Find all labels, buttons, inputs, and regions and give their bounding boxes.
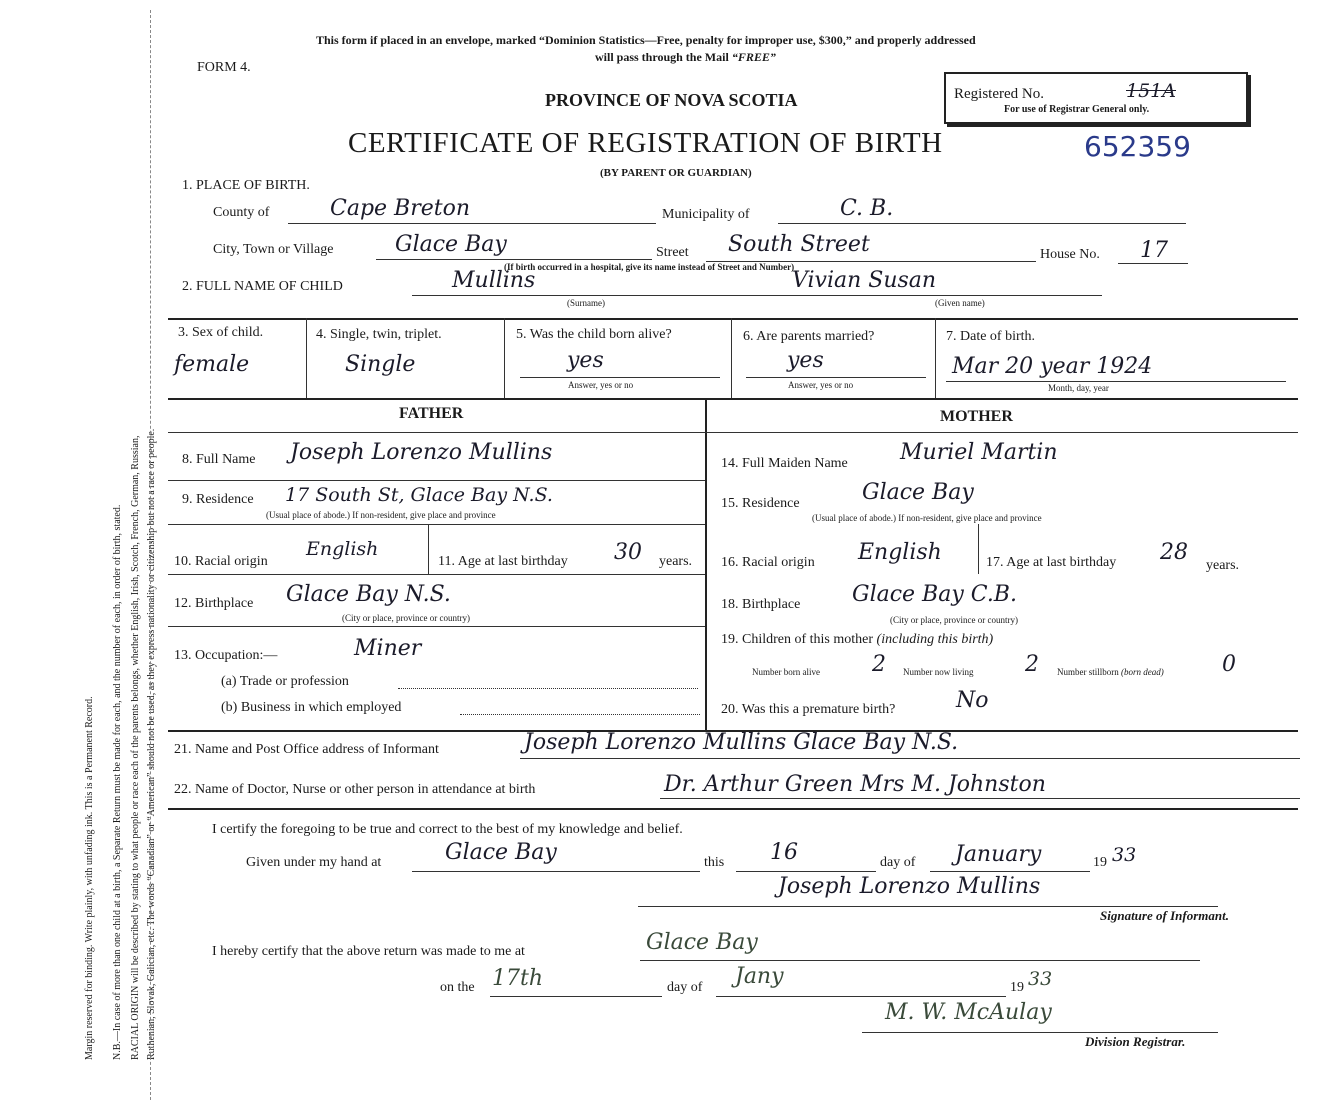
mother-birthplace-caption: (City or place, province or country) xyxy=(890,615,1018,625)
children-label-paren: (including this birth) xyxy=(876,632,994,647)
certificate-number: 652359 xyxy=(1084,130,1191,163)
certify-statement: I certify the foregoing to be true and correct to the best of my knowledge and belief. xyxy=(212,822,683,837)
registrar-on-label: on the xyxy=(440,980,475,995)
province-heading: PROVINCE OF NOVA SCOTIA xyxy=(545,90,798,110)
born-alive-label: Number born alive xyxy=(752,667,820,677)
mail-notice: This form if placed in an envelope, marked “Dominion Statistics—Free, penalty for improper use, $300,” and properly addressed xyxy=(316,33,976,47)
registered-box xyxy=(944,72,1248,124)
mail-notice-2: will pass through the Mail xyxy=(595,50,729,64)
street-label: Street xyxy=(656,245,689,260)
registrar-month: Jany xyxy=(735,964,784,989)
registrar-signature: M. W. McAulay xyxy=(885,1000,1052,1025)
trade-label: (a) Trade or profession xyxy=(221,674,349,689)
registrar-year: 33 xyxy=(1028,968,1053,990)
stillborn-value: 0 xyxy=(1222,652,1236,677)
stillborn-label-paren: (born dead) xyxy=(1121,667,1164,677)
mother-residence-caption: (Usual place of abode.) If non-resident, give place and province xyxy=(812,513,1042,523)
premature-value: No xyxy=(956,688,989,713)
county-value: Cape Breton xyxy=(330,196,471,221)
mail-notice-free: “FREE” xyxy=(731,50,776,64)
father-birthplace-label: 12. Birthplace xyxy=(174,596,254,611)
street-value: South Street xyxy=(728,232,870,257)
married-caption: Answer, yes or no xyxy=(788,380,854,390)
registrar-day: 17th xyxy=(492,966,544,991)
plurality-value: Single xyxy=(345,352,416,377)
mother-race: English xyxy=(858,540,942,565)
father-age: 30 xyxy=(614,540,642,565)
surname-caption: (Surname) xyxy=(567,298,605,308)
sex-value: female xyxy=(174,352,250,377)
mother-age: 28 xyxy=(1160,540,1188,565)
father-years: years. xyxy=(659,554,693,569)
now-living-label: Number now living xyxy=(903,667,974,677)
father-race: English xyxy=(306,538,379,560)
hospital-note: (If birth occurred in a hospital, give its name instead of Street and Number) xyxy=(504,262,795,272)
house-value: 17 xyxy=(1140,238,1168,263)
father-birthplace: Glace Bay N.S. xyxy=(286,582,451,607)
father-residence-caption: (Usual place of abode.) If non-resident, give place and province xyxy=(266,510,496,520)
municipality-label: Municipality of xyxy=(662,207,750,222)
municipality-value: C. B. xyxy=(840,196,894,221)
child-given-name: Vivian Susan xyxy=(792,268,937,293)
county-label: County of xyxy=(213,205,270,220)
registered-note: For use of Registrar General only. xyxy=(1004,104,1150,115)
occupation-label: 13. Occupation:— xyxy=(174,648,278,663)
child-name-label: 2. FULL NAME OF CHILD xyxy=(182,279,343,294)
dob-value: Mar 20 year 1924 xyxy=(952,354,1153,379)
margin-note-4: Ruthenian, Slovak, Galician, etc. The words “Canadian” or “American” should not be used, as they express nationality or citizenship but not a race or people. xyxy=(146,428,157,1060)
cert-day: 16 xyxy=(770,840,798,865)
certificate-title: CERTIFICATE OF REGISTRATION OF BIRTH xyxy=(348,127,943,159)
cert-year: 33 xyxy=(1112,844,1137,866)
cert-day-of-label: day of xyxy=(880,855,916,870)
registrar-place: Glace Bay xyxy=(646,930,758,955)
mother-years: years. xyxy=(1206,558,1240,573)
informant-signature: Joseph Lorenzo Mullins xyxy=(778,874,1041,899)
informant-label: 21. Name and Post Office address of Informant xyxy=(174,742,439,757)
born-alive-value: 2 xyxy=(872,652,886,677)
dob-caption: Month, day, year xyxy=(1048,383,1109,393)
father-occupation: Miner xyxy=(354,636,422,661)
mother-residence: Glace Bay xyxy=(862,480,974,505)
father-name-label: 8. Full Name xyxy=(182,452,256,467)
cert-year-prefix: 19 xyxy=(1093,855,1107,870)
margin-note-1: Margin reserved for binding. Write plainly, with unfading ink. This is a Permanent Record. xyxy=(84,696,95,1060)
registered-value: 151A xyxy=(1126,80,1176,102)
father-race-label: 10. Racial origin xyxy=(174,554,268,569)
house-label: House No. xyxy=(1040,247,1100,262)
margin-note-3: RACIAL ORIGIN will be described by stating to what people or race each of the parents belongs, whether English, Irish, Scotch, French, German, Russian, xyxy=(130,435,141,1060)
now-living-value: 2 xyxy=(1025,652,1039,677)
stillborn-label xyxy=(1057,667,1164,677)
father-birthplace-caption: (City or place, province or country) xyxy=(342,613,470,623)
alive-value: yes xyxy=(567,348,604,373)
attendant-value: Dr. Arthur Green Mrs M. Johnston xyxy=(664,772,1046,797)
attendant-label: 22. Name of Doctor, Nurse or other person in attendance at birth xyxy=(174,782,536,797)
mother-heading: MOTHER xyxy=(940,408,1013,425)
city-label: City, Town or Village xyxy=(213,242,334,257)
mother-name: Muriel Martin xyxy=(900,440,1058,465)
mother-residence-label: 15. Residence xyxy=(721,496,800,511)
registrar-statement: I hereby certify that the above return was made to me at xyxy=(212,944,525,959)
dob-label: 7. Date of birth. xyxy=(946,329,1036,344)
sex-label: 3. Sex of child. xyxy=(178,325,264,340)
alive-label: 5. Was the child born alive? xyxy=(516,327,672,342)
father-heading: FATHER xyxy=(399,405,464,422)
given-label: Given under my hand at xyxy=(246,855,382,870)
mother-birthplace: Glace Bay C.B. xyxy=(852,582,1017,607)
alive-caption: Answer, yes or no xyxy=(568,380,634,390)
premature-label: 20. Was this a premature birth? xyxy=(721,702,896,717)
father-residence: 17 South St, Glace Bay N.S. xyxy=(285,484,553,506)
father-age-label: 11. Age at last birthday xyxy=(438,554,568,569)
registrar-signature-caption: Division Registrar. xyxy=(1085,1034,1186,1049)
registrar-day-of-label: day of xyxy=(667,980,703,995)
father-residence-label: 9. Residence xyxy=(182,492,254,507)
mother-age-label: 17. Age at last birthday xyxy=(986,555,1117,570)
plurality-label: 4. Single, twin, triplet. xyxy=(316,327,442,342)
margin-note-2: N.B.—In case of more than one child at a birth, a Separate Return must be made for each, and the number of each, in order of birth, stated. xyxy=(112,504,123,1060)
married-label: 6. Are parents married? xyxy=(743,329,875,344)
informant-signature-caption: Signature of Informant. xyxy=(1100,908,1229,923)
married-value: yes xyxy=(787,348,824,373)
form-number: FORM 4. xyxy=(197,60,251,75)
cert-month: January xyxy=(955,842,1042,867)
given-place: Glace Bay xyxy=(445,840,557,865)
father-name: Joseph Lorenzo Mullins xyxy=(290,440,553,465)
business-label: (b) Business in which employed xyxy=(221,700,402,715)
this-label: this xyxy=(704,855,725,870)
registrar-year-prefix: 19 xyxy=(1010,980,1024,995)
place-of-birth-heading: 1. PLACE OF BIRTH. xyxy=(182,178,310,193)
stillborn-label-text: Number stillborn xyxy=(1057,667,1119,677)
mother-name-label: 14. Full Maiden Name xyxy=(721,456,848,471)
informant-value: Joseph Lorenzo Mullins Glace Bay N.S. xyxy=(524,730,959,755)
child-surname: Mullins xyxy=(452,268,536,293)
mother-race-label: 16. Racial origin xyxy=(721,555,815,570)
registered-label: Registered No. xyxy=(954,86,1044,102)
given-caption: (Given name) xyxy=(935,298,985,308)
children-label-text: 19. Children of this mother xyxy=(721,632,874,647)
mother-birthplace-label: 18. Birthplace xyxy=(721,597,801,612)
city-value: Glace Bay xyxy=(395,232,507,257)
children-label xyxy=(721,632,993,648)
certificate-subtitle: (BY PARENT OR GUARDIAN) xyxy=(600,167,752,179)
